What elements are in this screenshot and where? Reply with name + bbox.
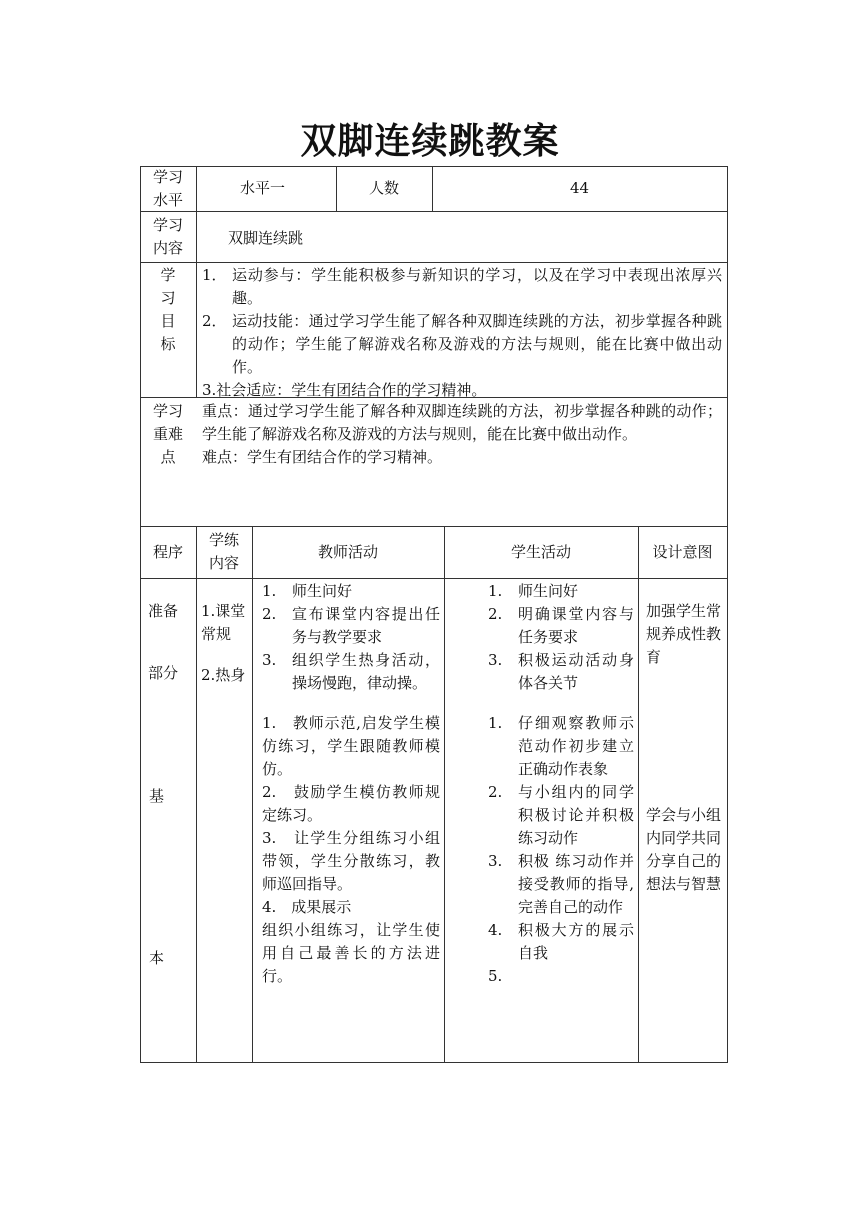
procedure-basic-2: 本 [149,949,165,967]
practice-item-2: 2.热身 [201,666,246,684]
list-item: 1. 教师示范,启发学生模仿练习，学生跟随教师模仿。 [262,714,440,778]
list-item: 1. 师生问好 [488,582,579,600]
keypoints-label: 学习重难点 [152,402,183,466]
list-item: 2. 与小组内的同学积极讨论并积极练习动作 [488,783,634,847]
col-student: 学生活动 [510,543,571,561]
goals-label: 学 习 目 标 [160,266,176,353]
procedure-prep-2: 部分 [148,664,179,682]
list-item: 2. 明确课堂内容与任务要求 [488,605,634,646]
goal-item: 2． 运动技能：通过学习学生能了解各种双脚连续跳的方法，初步掌握各种跳的动作；学生能了解游戏名称及游戏的方法与规则，能在比赛中做出动作。 [202,312,722,376]
list-item: 3. 积极 练习动作并接受教师的指导,完善自己的动作 [488,852,634,916]
list-item: 4. 积极大方的展示自我 [488,921,634,962]
goal-item: 3.社会适应：学生有团结合作的学习精神。 [202,381,487,399]
goal-item: 1． 运动参与：学生能积极参与新知识的学习，以及在学习中表现出浓厚兴趣。 [202,266,722,307]
list-item: 1. 仔细观察教师示范动作初步建立正确动作表象 [488,714,634,778]
col-teacher: 教师活动 [317,543,378,561]
goals-list [202,264,722,402]
list-item: 3. 积极运动活动身体各关节 [488,651,634,692]
content-label: 学习内容 [152,216,183,257]
list-item: 3. 让学生分组练习小组带领，学生分散练习，教师巡回指导。 [262,829,440,893]
list-item: 3. 组织学生热身活动，操场慢跑，律动操。 [262,651,440,692]
student-basic-list: 1. 仔细观察教师示范动作初步建立正确动作表象 2. 与小组内的同学积极讨论并积极练习动作 3. 积极 练习动作并接受教师的指导,完善自己的动作 4. 积极大方的展示自我 5. [488,714,634,985]
col-procedure: 程序 [152,543,183,561]
student-prep-list [488,580,634,695]
page-title: 双脚连续跳教案 [300,121,560,162]
list-item: 1. 师生问好 [262,582,353,600]
keypoints-text: 重点：通过学习学生能了解各种双脚连续跳的方法，初步掌握各种跳的动作；学生能了解游戏名称及游戏的方法与规则，能在比赛中做出动作。 难点：学生有团结合作的学习精神。 [202,402,722,466]
practice-item-1: 1.课堂常规 [201,602,246,643]
list-item: 2. 宣布课堂内容提出任务与教学要求 [262,605,440,646]
count-value: 44 [569,179,590,197]
level-label: 学习水平 [152,168,183,209]
procedure-basic-1: 基 [149,787,165,805]
content-value: 双脚连续跳 [228,229,304,247]
list-item: 4. 成果展示 [262,898,352,916]
design-note-2: 学会与小组内同学共同分享自己的想法与智慧 [646,806,722,893]
col-practice: 学练内容 [208,531,239,572]
col-design: 设计意图 [652,543,713,561]
teacher-prep-list [262,580,440,695]
design-note-1: 加强学生常规养成性教育 [646,602,722,666]
teacher-basic-list [262,712,440,988]
level-value: 水平一 [240,179,286,197]
count-label: 人数 [368,179,399,197]
procedure-prep-1: 准备 [148,602,179,620]
list-item: 组织小组练习，让学生使用自己最善长的方法进行。 [262,921,440,985]
list-item: 2. 鼓励学生模仿教师规定练习。 [262,783,440,824]
